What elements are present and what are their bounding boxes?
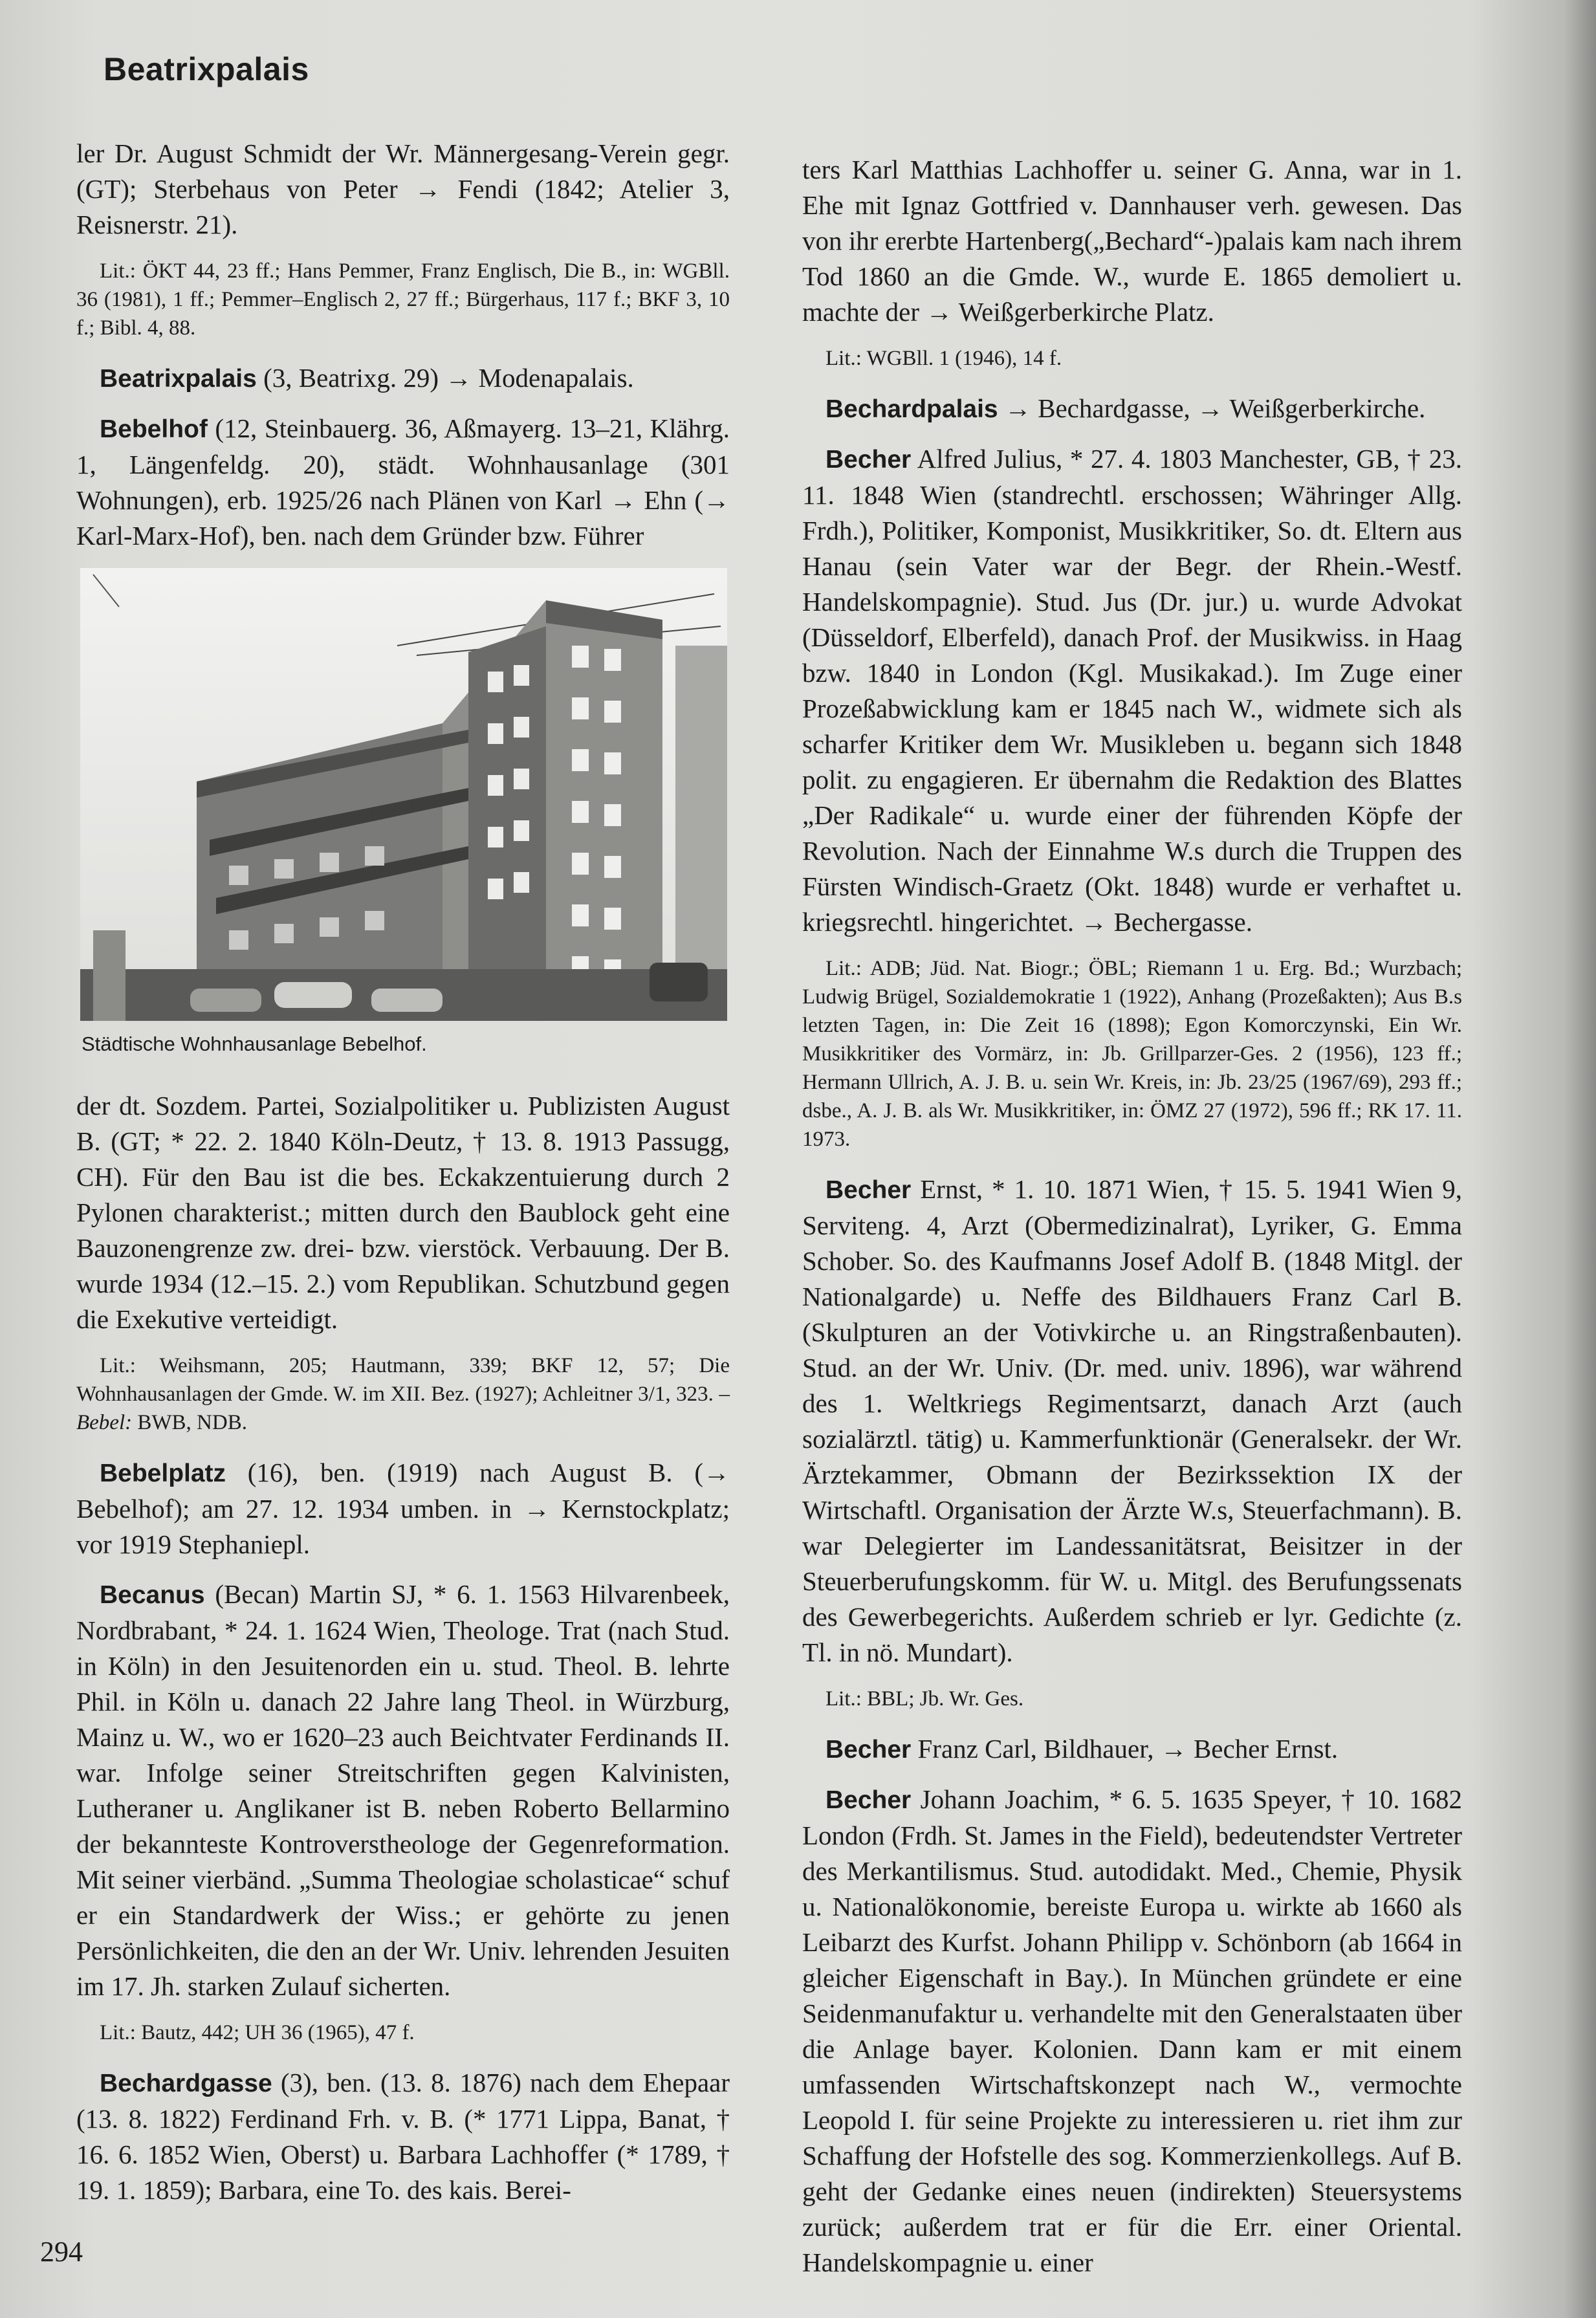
entry-text: (3, Beatrixg. 29) → Modenapalais. xyxy=(256,363,634,393)
headword: Bebelhof xyxy=(100,415,208,443)
building-photo xyxy=(80,568,727,1021)
entry-continuation: ters Karl Matthias Lachhoffer u. seiner G. Anna, war in 1. Ehe mit Ignaz Gottfried v. Dannhauser verh. gewesen. Das von ihr ererbte Hartenberg(„Bechard“-)palais kam nach ihrem Tod 1860 an die Gmde. W., wurde E. 1865 demoliert u. machte der → Weißgerberkirche Platz. xyxy=(802,155,1462,327)
headword: Becher xyxy=(825,1176,912,1204)
entry-text: (Becan) Martin SJ, * 6. 1. 1563 Hilvarenbeek, Nordbrabant, * 24. 1. 1624 Wien, Theologe. Trat (nach Stud. in Köln) in den Jesuitenorden ein u. stud. Theol. B. lehrte Phil. in Köln u. danach 22 Jahre lang Theol. in Würzburg, Mainz u. W., wo er 1620–23 auch Beichtvater Ferdinands II. war. Infolge seiner Streitschriften gegen Kalvinisten, Lutheraner u. Anglikaner ist B. neben Roberto Bellarmino der bekannteste Kontroverstheologe der Gegenreformation. Mit seiner vierbänd. „Summa Theologiae scholasticae“ schuf er ein Standardwerk der Wiss.; er gehörte zu jenen Persönlichkeiten, die den an der Wr. Univ. lehrenden Jesuiten im 17. Jh. starken Zulauf sicherten. xyxy=(76,1579,730,2001)
entry-beatrixpalais xyxy=(76,360,730,397)
running-header: Beatrixpalais xyxy=(104,51,309,87)
entry-bechardgasse xyxy=(76,2065,730,2208)
entry-text: (12, Steinbauerg. 36, Aßmayerg. 13–21, Klährg. 1, Längenfeldg. 20), städt. Wohnhausanlage (301 Wohnungen), erb. 1925/26 nach Plänen von Karl → Ehn (→ Karl-Marx-Hof), ben. nach dem Gründer bzw. Führer xyxy=(76,413,730,551)
headword: Bechardpalais xyxy=(825,395,998,423)
entry-text: Ernst, * 1. 10. 1871 Wien, † 15. 5. 1941 Wien 9, Serviteng. 4, Arzt (Obermedizinalrat), Lyriker, G. Emma Schober. So. des Kaufmanns Josef Adolf B. (1848 Mitgl. der Nationalgarde) u. Neffe des Bildhauers Franz Carl B. (Skulpturen an der Votivkirche u. an Ringstraßenbauten). Stud. an der Wr. Univ. (Dr. med. univ. 1896), war während des 1. Weltkriegs Regimentsarzt, danach Arzt (auch sozialärztl. tätig) u. Kammerfunktionär (Generalsekr. der Wr. Ärztekammer, Obmann der Bezirkssektion IX der Wirtschaftl. Organisation der Ärzte W.s, Steuerfachmann). B. war Delegierter im Landessanitätsrat, Beisitzer in der Steuerberufungskomm. für W. u. Mitgl. des Berufungssenats des Gewerbegerichts. Außerdem schrieb er lyr. Gedichte (z. Tl. in nö. Mundart). xyxy=(802,1174,1462,1667)
entry-becher-johann xyxy=(802,1782,1462,2280)
headword: Becher xyxy=(825,1786,912,1814)
entry-becher-alfred xyxy=(802,441,1462,940)
literature-text: Lit.: Weihsmann, 205; Hautmann, 339; BKF 12, 57; Die Wohnhausanlagen der Gmde. W. im XII. Bez. (1927); Achleitner 3/1, 323. – xyxy=(76,1354,730,1406)
entry-text: (16), ben. (1919) nach August B. (→ Bebelhof); am 27. 12. 1934 umben. in → Kernstockplatz; vor 1919 Stephaniepl. xyxy=(76,1458,730,1559)
entry-becher-franz xyxy=(802,1731,1462,1767)
entry-becher-ernst xyxy=(802,1172,1462,1670)
headword: Becher xyxy=(825,1736,912,1764)
literature-note: Lit.: ADB; Jüd. Nat. Biogr.; ÖBL; Riemann 1 u. Erg. Bd.; Wurzbach; Ludwig Brügel, Sozialdemokratie 1 (1922), Anhang (Prozeßakten); Aus B.s letzten Tagen, in: Die Zeit 16 (1898); Egon Komorczynski, Ein Wr. Musikkritiker des Vormärz, in: Jb. Grillparzer-Ges. 2 (1956), 123 ff.; Hermann Ullrich, A. J. B. u. sein Wr. Kreis, in: Jb. 23/25 (1967/69), 293 ff.; dsbe., A. J. B. als Wr. Musikkritiker, in: ÖMZ 27 (1972), 596 ff.; RK 17. 11. 1973. xyxy=(802,957,1462,1151)
photo-caption: Städtische Wohnhausanlage Bebelhof. xyxy=(82,1033,427,1055)
headword: Becanus xyxy=(100,1581,205,1609)
entry-text: → Bechardgasse, → Weißgerberkirche. xyxy=(998,393,1426,423)
left-column xyxy=(76,136,730,2222)
literature-note: Lit.: WGBll. 1 (1946), 14 f. xyxy=(825,347,1062,370)
entry-bechardpalais xyxy=(802,391,1462,427)
literature-note: Lit.: ÖKT 44, 23 ff.; Hans Pemmer, Franz Englisch, Die B., in: WGBll. 36 (1981), 1 ff.; Pemmer–Englisch 2, 27 ff.; Bürgerhaus, 117 f.; BKF 3, 10 f.; Bibl. 4, 88. xyxy=(76,259,730,340)
literature-italic: Bebel: xyxy=(76,1411,133,1434)
headword: Bechardgasse xyxy=(100,2070,272,2097)
right-column xyxy=(802,152,1462,2295)
literature-note: Lit.: BBL; Jb. Wr. Ges. xyxy=(825,1687,1024,1711)
entry-text: Franz Carl, Bildhauer, → Becher Ernst. xyxy=(911,1734,1339,1764)
bebelhof-photo-image xyxy=(80,568,727,1021)
headword: Beatrixpalais xyxy=(100,365,257,393)
literature-note xyxy=(76,1351,730,1437)
headword: Bebelplatz xyxy=(100,1460,226,1487)
entry-bebelhof-continuation: der dt. Sozdem. Partei, Sozialpolitiker u. Publizisten August B. (GT; * 22. 2. 1840 Köln-Deutz, † 13. 8. 1913 Passugg, CH). Für den Bau ist die bes. Eckakzentuierung durch 2 Pylonen charakterist.; mitten durch den Baublock geht eine Bauzonengrenze zw. drei- bzw. vierstöck. Verbauung. Der B. wurde 1934 (12.–15. 2.) vom Republikan. Schutzbund gegen die Exekutive verteidigt. xyxy=(76,1091,730,1334)
literature-text-end: BWB, NDB. xyxy=(132,1411,247,1434)
entry-text: (3), ben. (13. 8. 1876) nach dem Ehepaar (13. 8. 1822) Ferdinand Frh. v. B. (* 1771 Lippa, Banat, † 16. 6. 1852 Wien, Oberst) u. Barbara Lachhoffer (* 1789, † 19. 1. 1859); Barbara, eine To. des kais. Berei- xyxy=(76,2068,730,2205)
entry-becanus xyxy=(76,1577,730,2004)
entry-text: Alfred Julius, * 27. 4. 1803 Manchester, GB, † 23. 11. 1848 Wien (standrechtl. erschossen; Währinger Allg. Frdh.), Politiker, Komponist, Musikkritiker, So. dt. Eltern aus Hanau (sein Vater war der Begr. der Rhein.-Westf. Handelskompagnie). Stud. Jus (Dr. jur.) u. wurde Advokat (Düsseldorf, Elberfeld), danach Prof. der Musikwiss. in Haag bzw. 1840 in London (Kgl. Musikakad.). Im Zuge einer Prozeßabwicklung kam er 1845 nach W., widmete sich als scharfer Kritiker dem Wr. Musikleben u. begann sich 1848 polit. zu engagieren. Er übernahm die Redaktion des Blattes „Der Radikale“ u. wurde einer der führenden Köpfe der Revolution. Nach der Einnahme W.s durch die Truppen des Fürsten Windisch-Graetz (Okt. 1848) wurde er verhaftet u. kriegsrechtl. hingerichtet. → Bechergasse. xyxy=(802,444,1462,937)
page-number: 294 xyxy=(40,2236,83,2268)
headword: Becher xyxy=(825,446,912,474)
literature-note: Lit.: Bautz, 442; UH 36 (1965), 47 f. xyxy=(100,2021,415,2044)
entry-bebelplatz xyxy=(76,1455,730,1562)
entry-continuation: ler Dr. August Schmidt der Wr. Männergesang-Verein gegr. (GT); Sterbehaus von Peter → Fendi (1842; Atelier 3, Reisnerstr. 21). xyxy=(76,138,730,239)
entry-bebelhof xyxy=(76,411,730,554)
entry-text: Johann Joachim, * 6. 5. 1635 Speyer, † 10. 1682 London (Frdh. St. James in the Field), bedeutendster Vertreter des Merkantilismus. Stud. autodidakt. Med., Chemie, Physik u. Nationalökonomie, bereiste Europa u. wirkte ab 1660 als Leibarzt des Kurfst. Johann Philipp v. Schönborn (ab 1664 in gleicher Eigenschaft in Bay.). In München gründete er eine Seidenmanufaktur u. verhandelte mit den Generalstaaten über die Anlage bayer. Kolonien. Dann kam er mit einem umfassenden Wirtschaftskonzept nach W., vermochte Leopold I. für seine Projekte zu interessieren u. riet ihm zur Schaffung der Hofstelle des sog. Kommerzienkollegs. Auf B. geht der Gedanke eines neuen (indirekten) Steuersystems zurück; außerdem trat er für die Err. einer Oriental. Handelskompagnie u. einer xyxy=(802,1784,1462,2277)
